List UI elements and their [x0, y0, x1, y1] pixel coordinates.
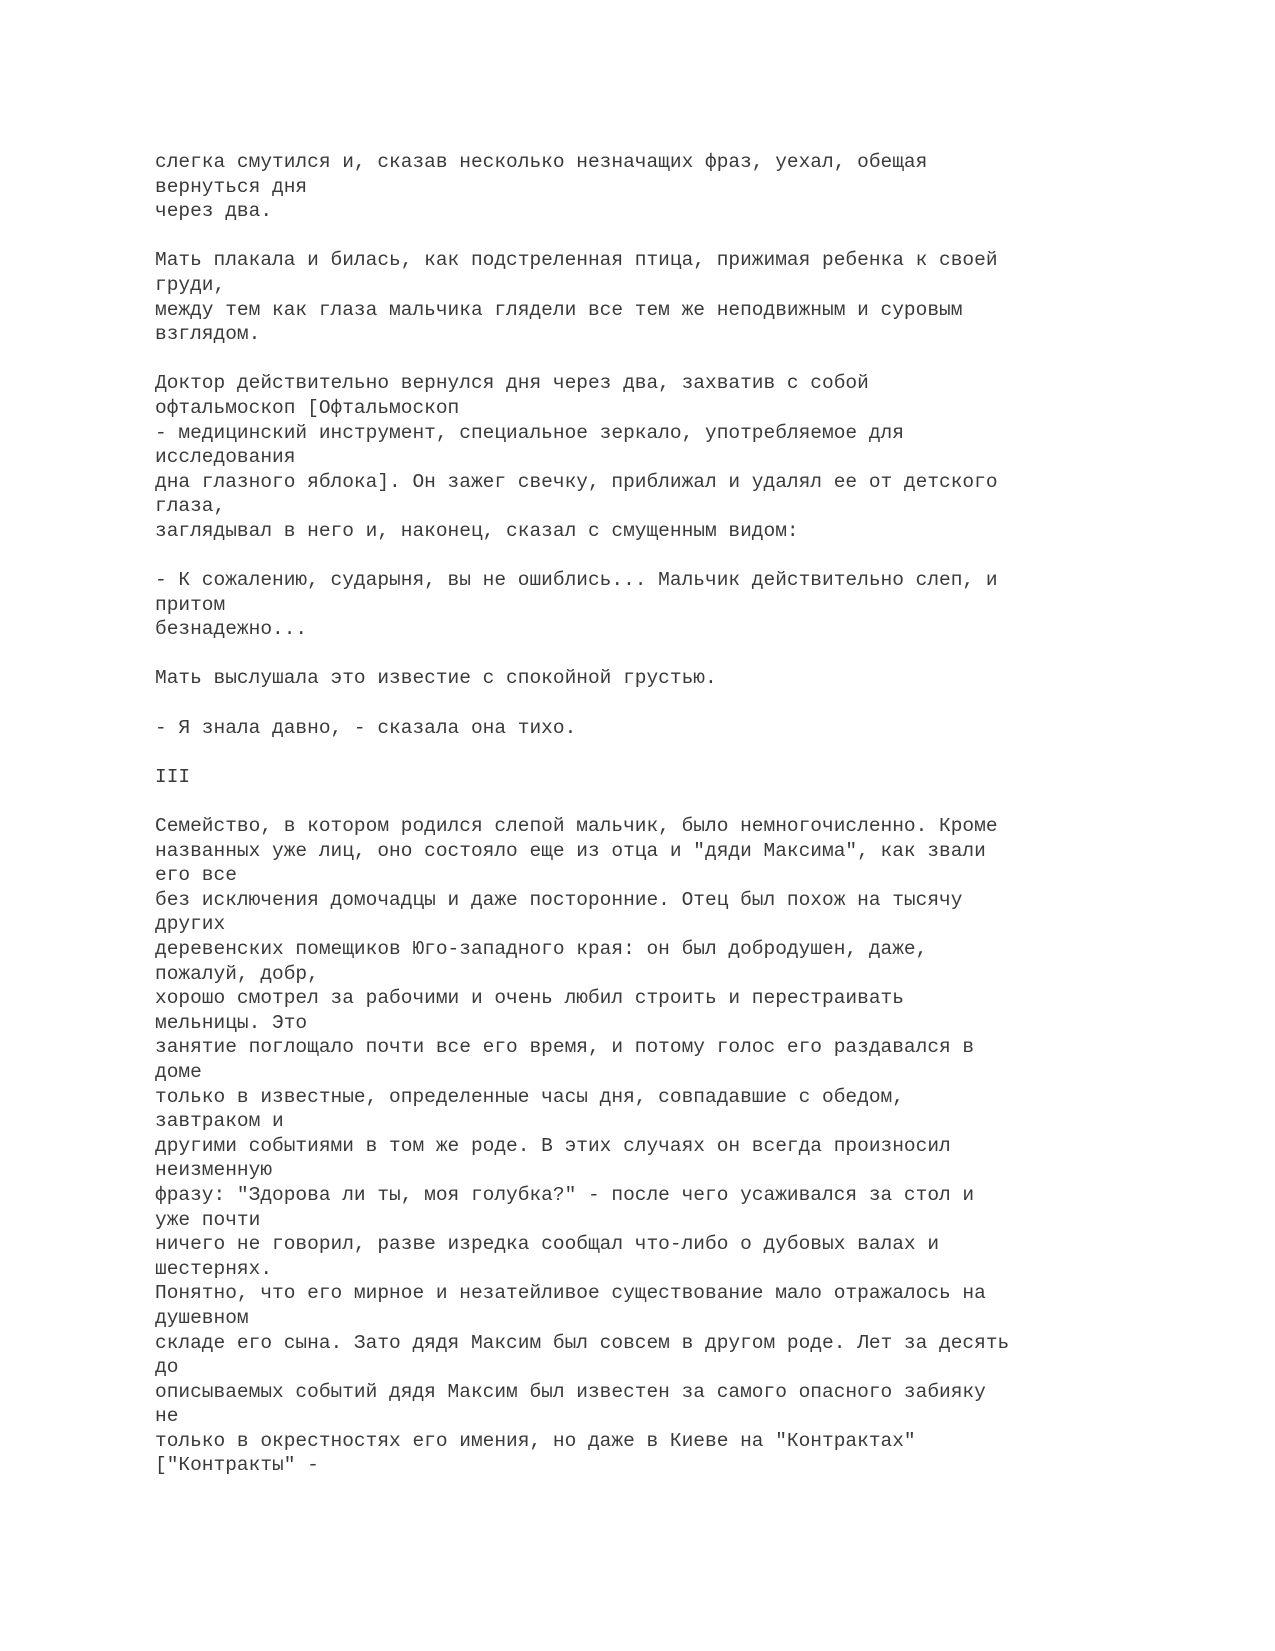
paragraph-gap: [155, 544, 1235, 569]
text-line: не: [155, 1405, 179, 1428]
text-line: другими событиями в том же роде. В этих случаях он всегда произносил: [155, 1134, 951, 1157]
text-line: заглядывал в него и, наконец, сказал с смущенным видом:: [155, 519, 799, 542]
text-line: Мать выслушала это известие с спокойной грустью.: [155, 667, 717, 690]
paragraph-gap: [155, 347, 1235, 372]
text-line: пожалуй, добр,: [155, 962, 319, 985]
text-line: неизменную: [155, 1159, 273, 1182]
text-line: ничего не говорил, разве изредка сообщал что-либо о дубовых валах и: [155, 1233, 940, 1256]
paragraph: [155, 568, 1235, 642]
text-line: исследования: [155, 446, 296, 469]
text-line: дна глазного яблока]. Он зажег свечку, приближал и удалял ее от детского: [155, 470, 998, 493]
text-line: между тем как глаза мальчика глядели все тем же неподвижным и суровым: [155, 298, 963, 321]
paragraph-gap: [155, 691, 1235, 716]
paragraph: [155, 666, 1235, 691]
text-line: слегка смутился и, сказав несколько незначащих фраз, уехал, обещая: [155, 151, 928, 173]
paragraph: [155, 814, 1235, 1478]
text-line: фразу: "Здорова ли ты, моя голубка?" - после чего усаживался за стол и: [155, 1183, 975, 1206]
text-line: деревенских помещиков Юго-западного края: он был добродушен, даже,: [155, 938, 928, 960]
paragraph-gap: [155, 789, 1235, 814]
text-line: III: [155, 765, 191, 788]
text-line: шестернях.: [155, 1257, 273, 1280]
text-line: безнадежно...: [155, 618, 308, 641]
text-line: через два.: [155, 200, 273, 223]
document-text: [155, 150, 1235, 1478]
text-line: до: [155, 1356, 179, 1379]
text-line: описываемых событий дядя Максим был известен за самого опасного забияку: [155, 1380, 986, 1403]
text-line: душевном: [155, 1306, 249, 1329]
text-line: уже почти: [155, 1208, 261, 1231]
text-line: - К сожалению, сударыня, вы не ошиблись... Мальчик действительно слеп, и: [155, 569, 998, 592]
text-line: его все: [155, 864, 237, 887]
text-line: вернуться дня: [155, 175, 308, 198]
text-line: груди,: [155, 273, 226, 296]
chapter-heading: [155, 765, 1235, 790]
text-line: мельницы. Это: [155, 1011, 308, 1034]
paragraph-gap: [155, 740, 1235, 765]
text-line: Семейство, в котором родился слепой мальчик, было немногочисленно. Кроме: [155, 815, 998, 838]
text-line: складе его сына. Зато дядя Максим был совсем в другом роде. Лет за десять: [155, 1331, 1010, 1354]
paragraph: [155, 248, 1235, 346]
text-line: только в известные, определенные часы дня, совпадавшие с обедом,: [155, 1085, 904, 1108]
text-line: завтраком и: [155, 1110, 284, 1133]
text-line: - медицинский инструмент, специальное зеркало, употребляемое для: [155, 421, 904, 444]
text-line: занятие поглощало почти все его время, и потому голос его раздавался в: [155, 1036, 975, 1059]
text-line: притом: [155, 593, 226, 616]
text-line: офтальмоскоп [Офтальмоскоп: [155, 396, 460, 419]
text-line: Мать плакала и билась, как подстреленная птица, прижимая ребенка к своей: [155, 249, 998, 272]
text-line: других: [155, 913, 226, 936]
text-line: доме: [155, 1060, 202, 1083]
text-line: Доктор действительно вернулся дня через два, захватив с собой: [155, 372, 869, 395]
paragraph-gap: [155, 642, 1235, 667]
text-line: хорошо смотрел за рабочими и очень любил строить и перестраивать: [155, 987, 904, 1010]
text-line: Понятно, что его мирное и незатейливое существование мало отражалось на: [155, 1282, 986, 1305]
paragraph: [155, 716, 1235, 741]
text-line: без исключения домочадцы и даже посторонние. Отец был похож на тысячу: [155, 888, 963, 911]
text-line: взглядом.: [155, 323, 261, 346]
text-line: ["Контракты" -: [155, 1454, 319, 1477]
paragraph: [155, 150, 1235, 224]
paragraph-gap: [155, 224, 1235, 249]
text-line: названных уже лиц, оно состояло еще из отца и "дяди Максима", как звали: [155, 839, 986, 862]
text-line: - Я знала давно, - сказала она тихо.: [155, 716, 577, 739]
paragraph: [155, 371, 1235, 543]
text-line: глаза,: [155, 495, 226, 518]
text-line: только в окрестностях его имения, но даже в Киеве на "Контрактах": [155, 1429, 916, 1452]
